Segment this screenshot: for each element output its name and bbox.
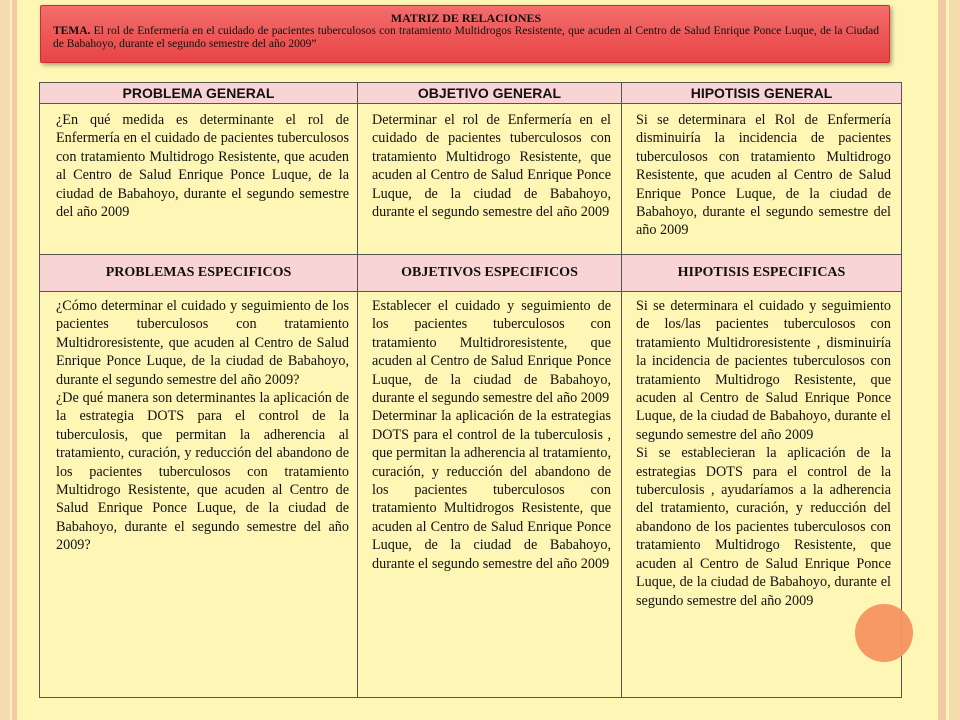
general-content-row	[40, 104, 902, 255]
banner-tema	[53, 25, 879, 51]
right-border-stripe-inner	[938, 0, 946, 720]
header-problemas-especificos: PROBLEMAS ESPECIFICOS	[40, 255, 358, 292]
header-objetivos-especificos: OBJETIVOS ESPECIFICOS	[358, 255, 622, 292]
hipotesis-especifica-1: Si se determinara el cuidado y seguimiento de los/las pacientes tuberculosos con tratamiento Multidroresistente , disminuiría la incidencia de pacientes tuberculosos con tratamiento Multidrogo Resistente, que acuden al Centro de Salud Enrique Ponce Luque, de la ciudad de Babahoyo, durante el segundo semestre del año 2009	[636, 298, 891, 443]
header-hipotesis-especificas: HIPOTISIS ESPECIFICAS	[622, 255, 902, 292]
tema-text: El rol de Enfermería en el cuidado de pacientes tuberculosos con tratamiento Multidrogos Resistente, que acuden al Centro de Salud Enrique Ponce Luque, de la Ciudad de Babahoyo, durante el segundo semestre del año 2009”	[53, 25, 879, 50]
specific-content-row	[40, 292, 902, 698]
objetivo-especifico-2: Determinar la aplicación de la estrategias DOTS para el control de la tuberculosis , que permitan la adherencia al tratamiento, curación, y reducción del abandono de los pacientes tuberculosos con tratamiento Multidrogos Resistente, que acuden al Centro de Salud Enrique Ponce Luque, de la ciudad de Babahoyo, durante el segundo semestre del año 2009	[372, 408, 611, 572]
cell-problema-general: ¿En qué medida es determinante el rol de Enfermería en el cuidado de pacientes tuberculosos con tratamiento Multidrogo Resistente, que acuden al Centro de Salud Enrique Ponce Luque, de la ciudad de Babahoyo, durante el segundo semestre del año 2009	[40, 104, 358, 255]
right-border-stripe	[949, 0, 960, 720]
cell-objetivos-especificos	[358, 292, 622, 698]
header-hipotesis-general: HIPOTISIS GENERAL	[622, 83, 902, 104]
problema-especifico-1: ¿Cómo determinar el cuidado y seguimiento de los pacientes tuberculosos con tratamiento Multidroresistente, que acuden al Centro de Salud Enrique Ponce Luque, de la ciudad de Babahoyo, durante el segundo semestre del año 2009?	[56, 298, 349, 388]
cell-problemas-especificos	[40, 292, 358, 698]
header-problema-general: PROBLEMA GENERAL	[40, 83, 358, 104]
cell-objetivo-general: Determinar el rol de Enfermería en el cuidado de pacientes tuberculosos con tratamiento Multidrogo Resistente, que acuden al Centro de Salud Enrique Ponce Luque, de la ciudad de Babahoyo, durante el segundo semestre del año 2009	[358, 104, 622, 255]
specific-header-row	[40, 255, 902, 292]
header-objetivo-general: OBJETIVO GENERAL	[358, 83, 622, 104]
tema-label: TEMA.	[53, 25, 91, 37]
title-banner	[40, 5, 890, 63]
hipotesis-especifica-2: Si se establecieran la aplicación de la estrategias DOTS para el control de la tuberculosis , ayudaríamos a la adherencia del tratamiento, curación, y reducción del abandono de los pacientes tuberculosos con tratamiento Multidrogo Resistente, que acuden al Centro de Salud Enrique Ponce Luque, de la ciudad de Babahoyo, durante el segundo semestre del año 2009	[636, 445, 891, 609]
banner-title: MATRIZ DE RELACIONES	[390, 11, 542, 25]
cell-hipotesis-general: Si se determinara el Rol de Enfermería disminuiría la incidencia de pacientes tuberculosos con tratamiento Multidrogo Resistente, que acuden al Centro de Salud Enrique Ponce Luque, de la ciudad de Babahoyo, durante el segundo semestre del año 2009	[622, 104, 902, 255]
objetivo-especifico-1: Establecer el cuidado y seguimiento de los pacientes tuberculosos con tratamiento Multidroresistente, que acuden al Centro de Salud Enrique Ponce Luque, de la ciudad de Babahoyo, durante el segundo semestre del año 2009	[372, 298, 611, 407]
general-header-row	[40, 83, 902, 104]
left-border-stripe	[0, 0, 10, 720]
relations-matrix	[39, 82, 902, 698]
problema-especifico-2: ¿De qué manera son determinantes la aplicación de la estrategia DOTS para el control de la tuberculosis, que permitan la adherencia al tratamiento, curación, y reducción del abandono de los pacientes tuberculosos con tratamiento Multidrogo Resistente, que acuden al Centro de Salud Enrique Ponce Luque, de la ciudad de Babahoyo, durante el segundo semestre del año 2009?	[56, 390, 349, 554]
left-border-stripe-inner	[12, 0, 17, 720]
decorative-orange-circle	[855, 604, 913, 662]
